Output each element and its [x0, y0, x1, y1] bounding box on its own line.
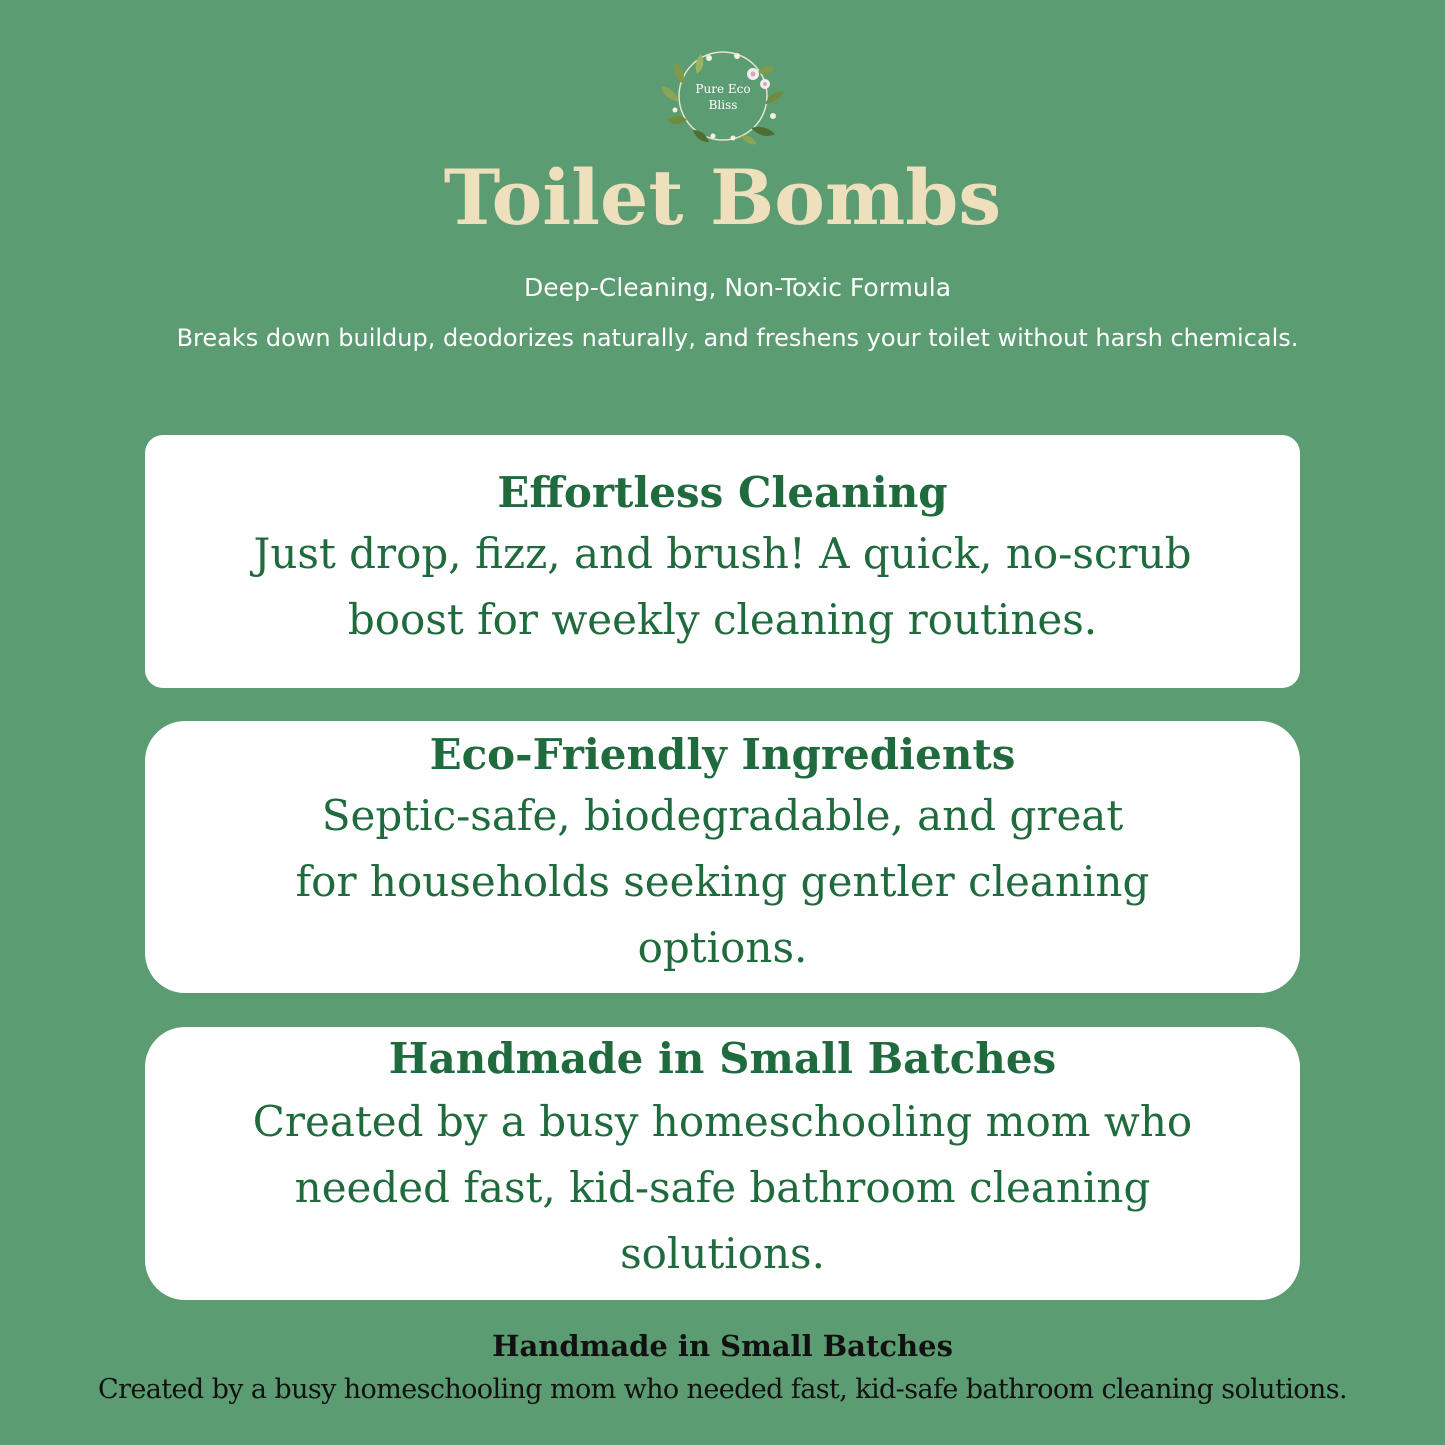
brand-logo — [653, 44, 793, 148]
footer-title: Handmade in Small Batches — [492, 1329, 953, 1363]
card-title: Effortless Cleaning — [497, 468, 948, 517]
floral-wreath-icon — [653, 44, 793, 148]
feature-card-handmade-small-batches — [145, 1027, 1300, 1300]
page-subtitle: Deep-Cleaning, Non-Toxic Formula — [523, 273, 952, 302]
feature-card-effortless-cleaning — [145, 435, 1300, 688]
footer-body: Created by a busy homeschooling mom who needed fast, kid-safe bathroom cleaning solutions. — [98, 1374, 1347, 1405]
card-body: Created by a busy homeschooling mom who needed fast, kid-safe bathroom cleaning solutions. — [252, 1097, 1193, 1278]
card-body: Septic-safe, biodegradable, and great for households seeking gentler cleaning options. — [295, 791, 1150, 972]
card-title: Eco-Friendly Ingredients — [429, 730, 1016, 779]
page-title: Toilet Bombs — [443, 153, 1002, 242]
feature-card-eco-friendly-ingredients — [145, 721, 1300, 993]
logo-text-line1: Pure Eco — [695, 82, 751, 96]
page-description: Breaks down buildup, deodorizes naturally, and freshens your toilet without harsh chemicals. — [176, 324, 1299, 352]
card-title: Handmade in Small Batches — [388, 1034, 1057, 1083]
logo-text-line2: Bliss — [708, 98, 738, 112]
card-body: Just drop, fizz, and brush! A quick, no-scrub boost for weekly cleaning routines. — [253, 529, 1192, 644]
